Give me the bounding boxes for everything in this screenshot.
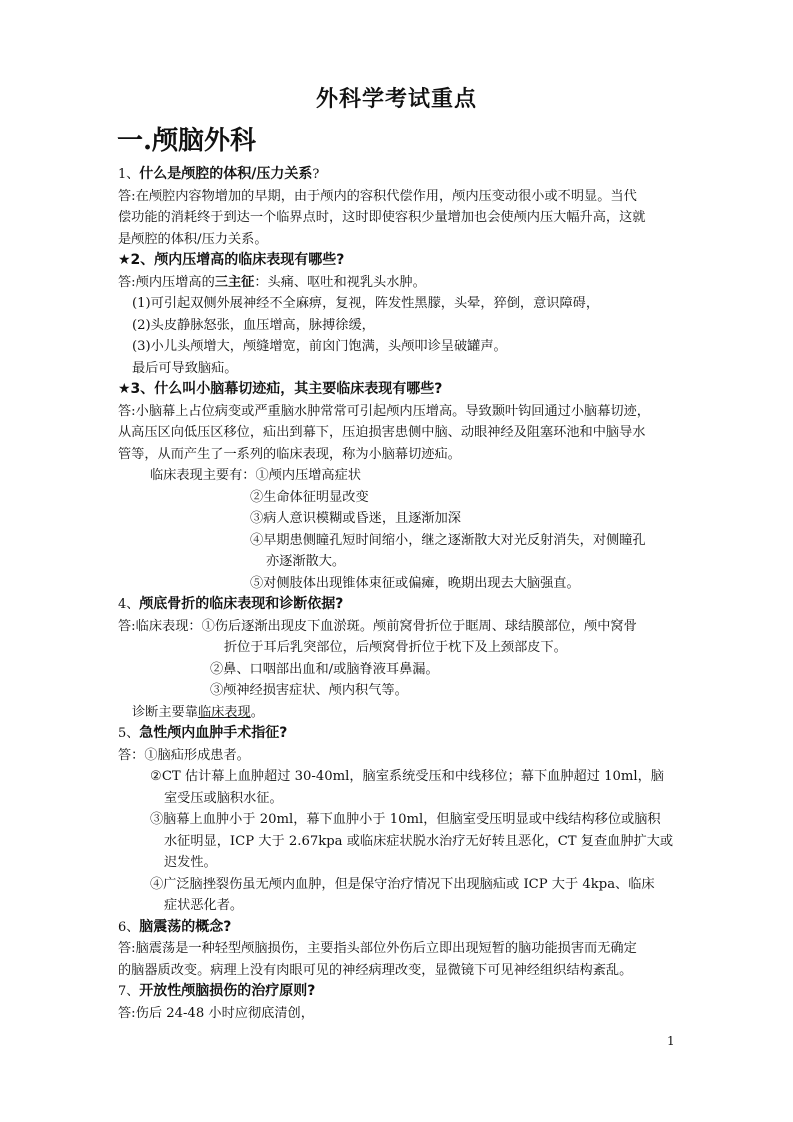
answer-line: 亦逐渐散大。 bbox=[266, 554, 346, 569]
question-text: 什么是颅腔的体积/压力关系 bbox=[139, 166, 313, 182]
answer-line: 最后可导致脑疝。 bbox=[132, 360, 238, 376]
question-number: 7、 bbox=[118, 984, 140, 999]
question-number: 5、 bbox=[118, 726, 140, 741]
answer-line: ②CT 估计幕上血肿超过 30-40ml，脑室系统受压和中线移位；幕下血肿超过 10ml，脑 bbox=[150, 769, 664, 784]
section-heading: 一.颅脑外科 bbox=[117, 126, 257, 156]
answer-text: 。 bbox=[250, 704, 264, 720]
answer-line: 答:小脑幕上占位病变或严重脑水肿常常可引起颅内压增高。导致颞叶钩回通过小脑幕切迹， bbox=[118, 403, 650, 419]
answer-line: ③脑幕上血肿小于 20ml，幕下血肿小于 10ml，但脑室受压明显或中线结构移位或脑积 bbox=[150, 812, 661, 827]
question-text: 什么叫小脑幕切迹疝，其主要临床表现有哪些? bbox=[154, 381, 443, 397]
question-5 bbox=[118, 723, 678, 745]
answer-line: ③颅神经损害症状、颅内积气等。 bbox=[210, 683, 408, 698]
answer-line: ②生命体征明显改变 bbox=[250, 489, 369, 505]
answer-line: 管等，从而产生了一系列的临床表现，称为小脑幕切迹疝。 bbox=[118, 446, 461, 462]
page-number: 1 bbox=[667, 1034, 675, 1048]
answer-line: 答:伤后 24-48 小时应彻底清创， bbox=[118, 1005, 314, 1021]
answer-line: 答:在颅腔内容物增加的早期，由于颅内的容积代偿作用，颅内压变动很小或不明显。当代 bbox=[118, 188, 637, 204]
question-mark: ? bbox=[312, 167, 320, 182]
answer-underlined-term: 临床表现 bbox=[197, 704, 251, 720]
question-2 bbox=[118, 250, 678, 272]
answer-line: 症状恶化者。 bbox=[164, 898, 244, 913]
question-text: 脑震荡的概念? bbox=[139, 918, 232, 935]
answer-bold-term: 三主征 bbox=[214, 274, 255, 290]
answer-line: 水征明显，ICP 大于 2.67kpa 或临床症状脱水治疗无好转且恶化，CT 复查血肿扩大或 bbox=[164, 833, 674, 849]
answer-line: 答:临床表现：①伤后逐渐出现皮下血淤斑。颅前窝骨折位于眶周、球结膜部位，颅中窝骨 bbox=[118, 618, 637, 634]
answer-line: ⑤对侧肢体出现锥体束征或偏瘫，晚期出现去大脑强直。 bbox=[250, 575, 580, 591]
answer-line: 折位于耳后乳突部位，后颅窝骨折位于枕下及上颈部皮下。 bbox=[224, 640, 567, 655]
answer-line: 答:脑震荡是一种轻型颅脑损伤，主要指头部位外伤后立即出现短暂的脑功能损害而无确定 bbox=[118, 941, 637, 956]
answer-line bbox=[118, 702, 678, 724]
question-7 bbox=[118, 981, 678, 1003]
answer-line: 迟发性。 bbox=[164, 855, 217, 870]
answer-text: ：头痛、呕吐和视乳头水肿。 bbox=[254, 274, 426, 290]
answer-line: 临床表现主要有：①颅内压增高症状 bbox=[150, 468, 361, 483]
question-number: ★2、 bbox=[118, 252, 155, 268]
answer-line: ②鼻、口咽部出血和/或脑脊液耳鼻漏。 bbox=[210, 661, 439, 677]
answer-text: 诊断主要靠 bbox=[132, 704, 198, 720]
answer-text: 答:颅内压增高的 bbox=[118, 274, 215, 290]
question-text: 开放性颅脑损伤的治疗原则? bbox=[139, 983, 316, 999]
answer-line: 室受压或脑积水征。 bbox=[164, 790, 283, 806]
document-title: 外科学考试重点 bbox=[315, 86, 477, 112]
question-number: ★3、 bbox=[118, 381, 155, 397]
question-number: 4、 bbox=[118, 597, 140, 612]
question-number: 6、 bbox=[118, 919, 140, 935]
answer-line: 的脑器质改变。病理上没有肉眼可见的神经病理改变，显微镜下可见神经组织结构紊乱。 bbox=[118, 962, 633, 978]
answer-line: (1)可引起双侧外展神经不全麻痹，复视，阵发性黑朦，头晕，猝倒，意识障碍， bbox=[132, 296, 600, 311]
answer-line: ④广泛脑挫裂伤虽无颅内血肿，但是保守治疗情况下出现脑疝或 ICP 大于 4kpa、临床 bbox=[150, 876, 655, 892]
answer-line: 是颅腔的体积/压力关系。 bbox=[118, 231, 268, 247]
question-1 bbox=[118, 164, 678, 186]
answer-line: 从高压区向低压区移位，疝出到幕下，压迫损害患侧中脑、动眼神经及阻塞环池和中脑导水 bbox=[118, 425, 646, 440]
document-body bbox=[118, 164, 678, 1024]
question-3 bbox=[118, 379, 678, 401]
question-number: 1、 bbox=[118, 167, 140, 182]
answer-line: 答：①脑疝形成患者。 bbox=[118, 747, 250, 763]
question-text: 颅内压增高的临床表现有哪些? bbox=[154, 252, 345, 268]
question-text: 急性颅内血肿手术指征? bbox=[139, 725, 288, 741]
answer-line: (2)头皮静脉怒张，血压增高，脉搏徐缓， bbox=[132, 317, 375, 333]
question-4 bbox=[118, 594, 678, 616]
answer-line: (3)小儿头颅增大，颅缝增宽，前囟门饱满，头颅叩诊呈破罐声。 bbox=[132, 339, 507, 354]
answer-line: ④早期患侧瞳孔短时间缩小，继之逐渐散大对光反射消失，对侧瞳孔 bbox=[250, 532, 646, 548]
question-text: 颅底骨折的临床表现和诊断依据? bbox=[139, 596, 344, 612]
answer-line: 偿功能的消耗终于到达一个临界点时，这时即使容积少量增加也会使颅内压大幅升高，这就 bbox=[118, 210, 646, 225]
answer-line bbox=[118, 272, 678, 294]
answer-line: ③病人意识模糊或昏迷，且逐渐加深 bbox=[250, 511, 461, 526]
question-6 bbox=[118, 917, 678, 939]
